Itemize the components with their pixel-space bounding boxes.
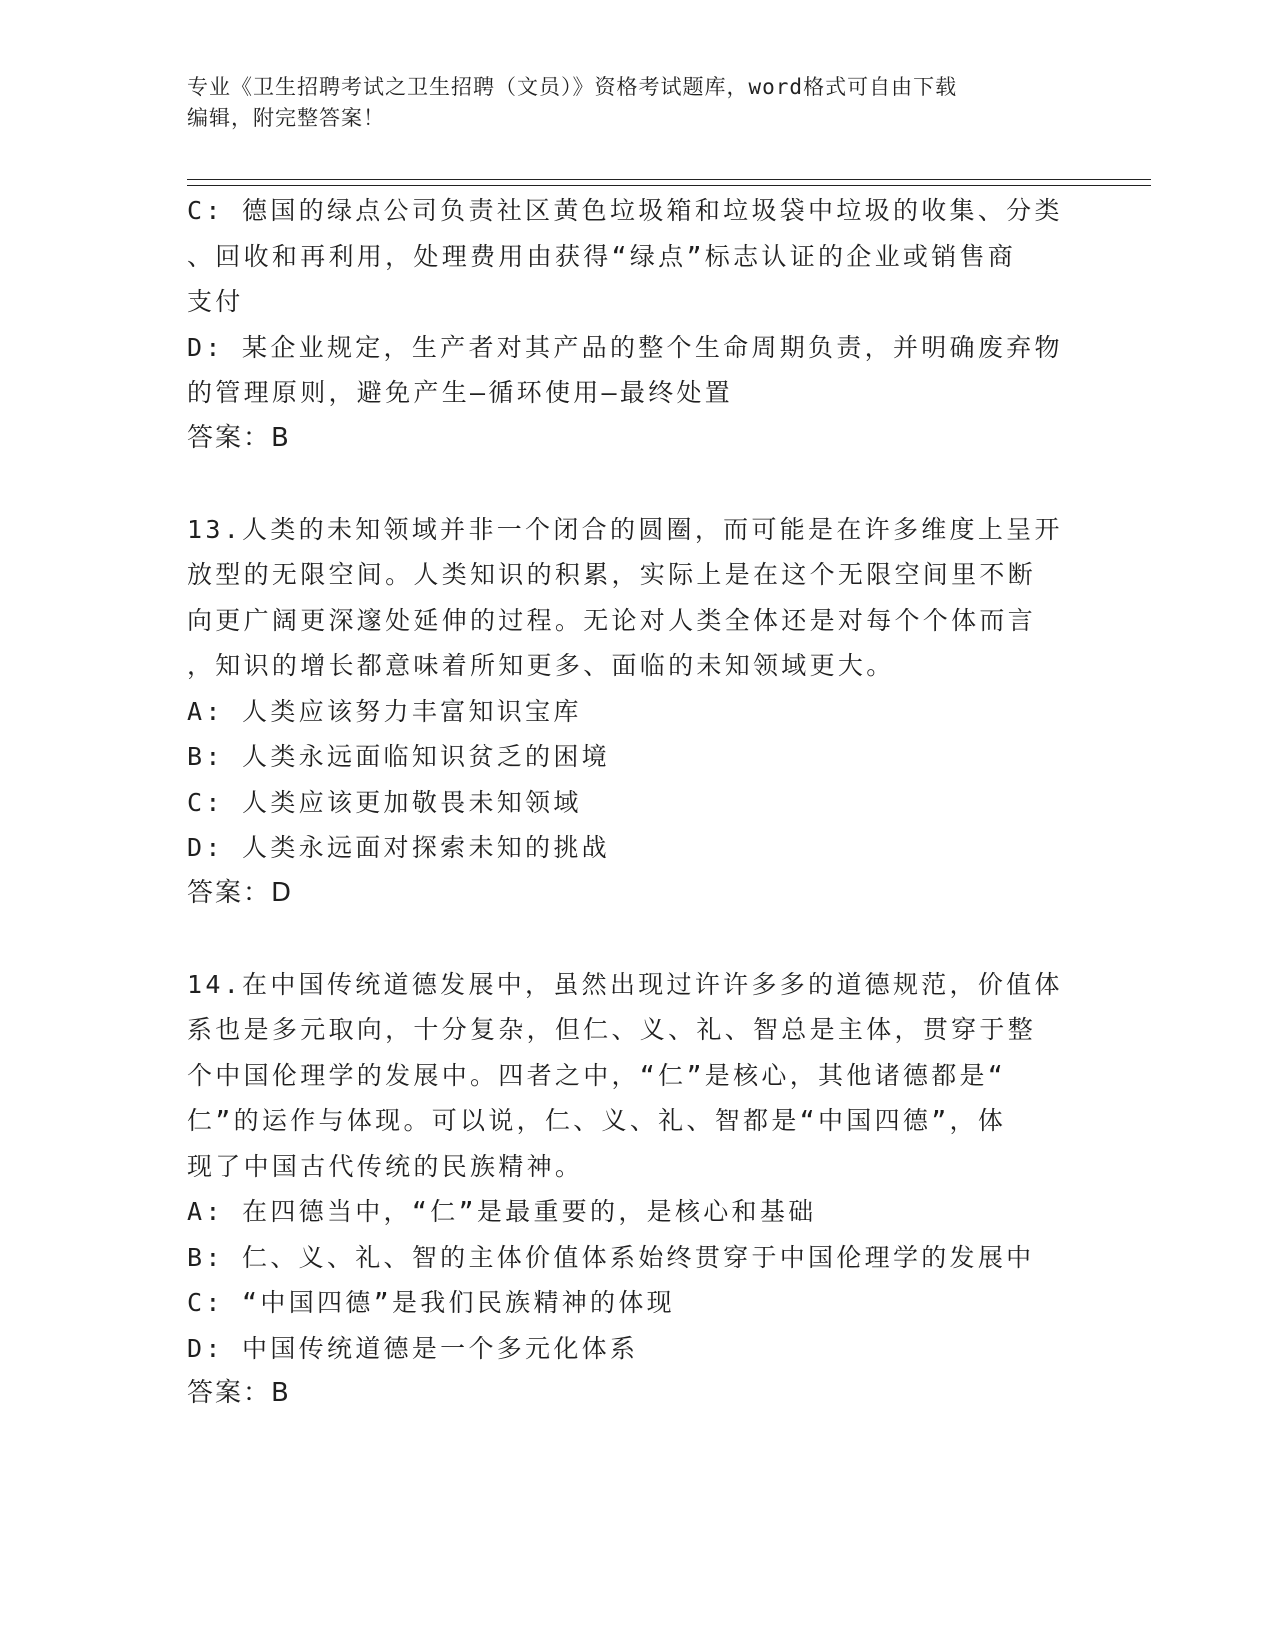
q14-stem-line-5: 现了中国古代传统的民族精神。 bbox=[187, 1151, 584, 1181]
spacer bbox=[187, 916, 1087, 962]
header-line-1: 专业《卫生招聘考试之卫生招聘（文员）》资格考试题库，word格式可自由下载 bbox=[187, 75, 958, 99]
q14-option-d: D: 中国传统道德是一个多元化体系 bbox=[187, 1333, 639, 1363]
q13-stem-line-4: ，知识的增长都意味着所知更多、面临的未知领域更大。 bbox=[187, 651, 895, 680]
q13-stem-line-1: 13.人类的未知领域并非一个闭合的圆圈，而可能是在许多维度上呈开 bbox=[187, 514, 1063, 544]
q14-option-b: B: 仁、义、礼、智的主体价值体系始终贯穿于中国伦理学的发展中 bbox=[187, 1242, 1035, 1272]
q12-option-d-line-2: 的管理原则，避免产生—循环使用—最终处置 bbox=[187, 378, 734, 407]
q12-option-c-line-2: 、回收和再利用，处理费用由获得“绿点”标志认证的企业或销售商 bbox=[187, 241, 1017, 271]
q12-option-c-line-3: 支付 bbox=[187, 287, 244, 316]
q13-stem-line-2: 放型的无限空间。人类知识的积累，实际上是在这个无限空间里不断 bbox=[187, 560, 1037, 589]
q14-option-a: A: 在四德当中，“仁”是最重要的，是核心和基础 bbox=[187, 1197, 817, 1226]
q14-answer: 答案：B bbox=[187, 1378, 291, 1408]
q13-option-a: A: 人类应该努力丰富知识宝库 bbox=[187, 696, 582, 726]
header-divider-bottom bbox=[187, 185, 1151, 186]
q12-option-d-line-1: D: 某企业规定，生产者对其产品的整个生命周期负责，并明确废弃物 bbox=[187, 332, 1063, 362]
q14-option-c: C: “中国四德”是我们民族精神的体现 bbox=[187, 1288, 675, 1317]
q12-answer: 答案：B bbox=[187, 422, 291, 453]
q12-option-c-line-1: C: 德国的绿点公司负责社区黄色垃圾箱和垃圾袋中垃圾的收集、分类 bbox=[187, 196, 1063, 225]
q13-option-d: D: 人类永远面对探索未知的挑战 bbox=[187, 833, 610, 862]
q14-stem-line-3: 个中国伦理学的发展中。四者之中，“仁”是核心，其他诸德都是“ bbox=[187, 1060, 1007, 1090]
q14-stem-line-4: 仁”的运作与体现。可以说，仁、义、礼、智都是“中国四德”，体 bbox=[187, 1106, 1007, 1135]
header-line-2: 编辑，附完整答案！ bbox=[187, 106, 385, 130]
document-header bbox=[187, 72, 1067, 134]
header-divider-top bbox=[187, 179, 1151, 180]
q13-answer: 答案：D bbox=[187, 877, 294, 908]
q13-option-b: B: 人类永远面临知识贫乏的困境 bbox=[187, 742, 610, 771]
question-content bbox=[187, 188, 1087, 1417]
q14-stem-line-1: 14.在中国传统道德发展中，虽然出现过许许多多的道德规范，价值体 bbox=[187, 969, 1063, 999]
q14-stem-line-2: 系也是多元取向，十分复杂，但仁、义、礼、智总是主体，贯穿于整 bbox=[187, 1015, 1037, 1044]
q13-option-c: C: 人类应该更加敬畏未知领域 bbox=[187, 787, 582, 817]
q13-stem-line-3: 向更广阔更深邃处延伸的过程。无论对人类全体还是对每个个体而言 bbox=[187, 605, 1037, 635]
spacer bbox=[187, 461, 1087, 507]
